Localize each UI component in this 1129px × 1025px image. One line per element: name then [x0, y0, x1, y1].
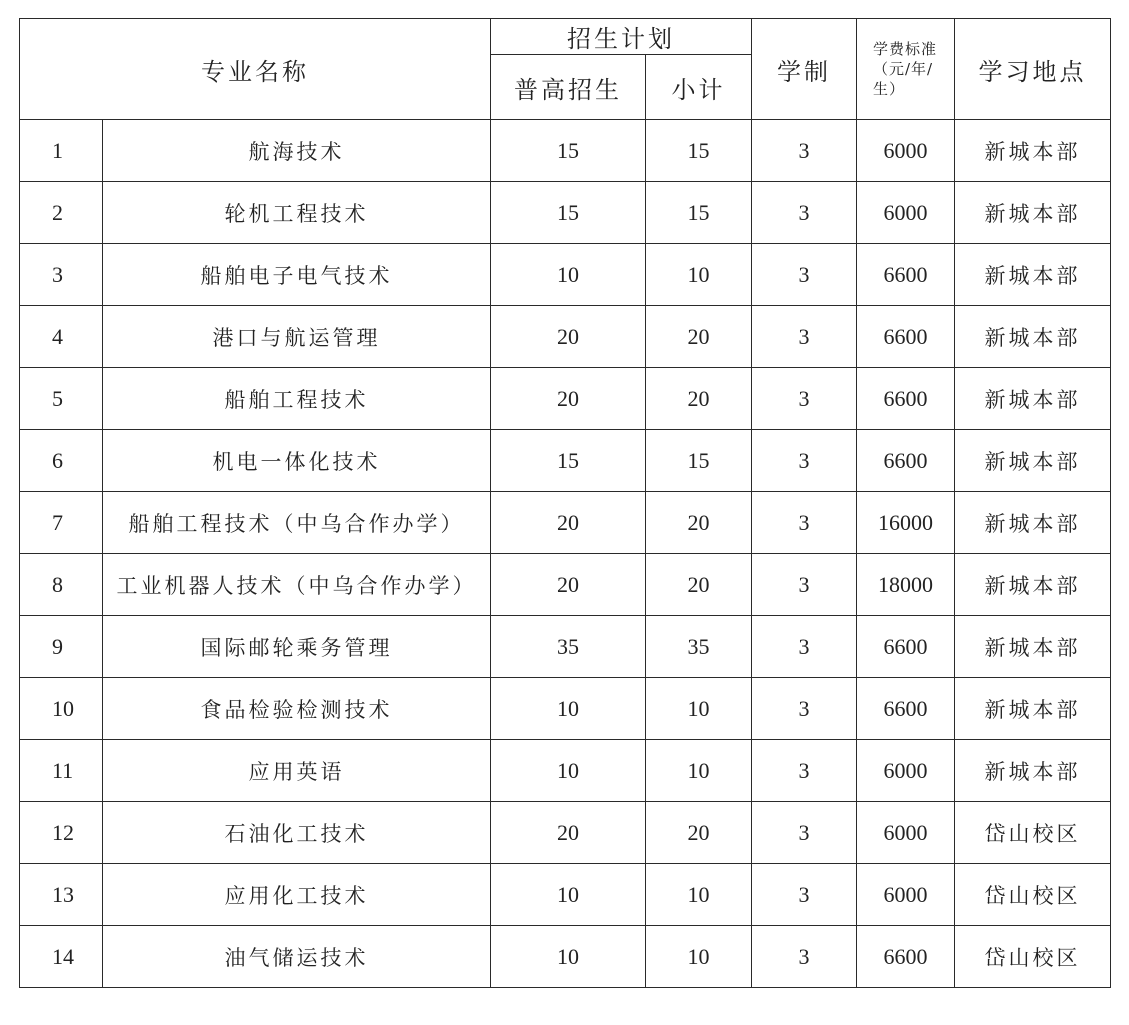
- cell-location: 新城本部: [955, 678, 1111, 740]
- cell-location: 新城本部: [955, 120, 1111, 182]
- cell-major-name: 港口与航运管理: [103, 306, 491, 368]
- cell-general-enroll: 35: [491, 616, 646, 678]
- cell-tuition: 6600: [857, 244, 955, 306]
- cell-tuition: 6600: [857, 368, 955, 430]
- table-row: [20, 368, 1111, 430]
- table-row: [20, 492, 1111, 554]
- cell-index: 13: [20, 864, 103, 926]
- table-row: [20, 802, 1111, 864]
- cell-tuition: 6600: [857, 678, 955, 740]
- cell-subtotal: 20: [646, 554, 752, 616]
- cell-general-enroll: 10: [491, 864, 646, 926]
- cell-major-name: 食品检验检测技术: [103, 678, 491, 740]
- cell-location: 新城本部: [955, 492, 1111, 554]
- cell-subtotal: 20: [646, 492, 752, 554]
- cell-general-enroll: 20: [491, 306, 646, 368]
- cell-duration: 3: [752, 368, 857, 430]
- cell-subtotal: 10: [646, 864, 752, 926]
- header-general-enroll: 普高招生: [491, 55, 646, 120]
- cell-tuition: 6600: [857, 430, 955, 492]
- cell-major-name: 石油化工技术: [103, 802, 491, 864]
- cell-location: 新城本部: [955, 182, 1111, 244]
- cell-location: 新城本部: [955, 616, 1111, 678]
- cell-duration: 3: [752, 244, 857, 306]
- table-row: [20, 244, 1111, 306]
- cell-index: 9: [20, 616, 103, 678]
- cell-general-enroll: 10: [491, 678, 646, 740]
- cell-duration: 3: [752, 430, 857, 492]
- cell-general-enroll: 15: [491, 182, 646, 244]
- header-row-top: [20, 19, 1111, 55]
- cell-subtotal: 10: [646, 926, 752, 988]
- cell-subtotal: 20: [646, 306, 752, 368]
- cell-location: 新城本部: [955, 740, 1111, 802]
- cell-major-name: 船舶工程技术（中乌合作办学）: [103, 492, 491, 554]
- cell-general-enroll: 15: [491, 120, 646, 182]
- cell-index: 4: [20, 306, 103, 368]
- cell-subtotal: 15: [646, 120, 752, 182]
- cell-major-name: 国际邮轮乘务管理: [103, 616, 491, 678]
- cell-location: 新城本部: [955, 430, 1111, 492]
- cell-index: 6: [20, 430, 103, 492]
- table-row: [20, 306, 1111, 368]
- cell-duration: 3: [752, 306, 857, 368]
- cell-general-enroll: 10: [491, 926, 646, 988]
- cell-location: 岱山校区: [955, 926, 1111, 988]
- cell-duration: 3: [752, 926, 857, 988]
- cell-index: 14: [20, 926, 103, 988]
- cell-general-enroll: 20: [491, 554, 646, 616]
- cell-major-name: 应用英语: [103, 740, 491, 802]
- table-row: [20, 616, 1111, 678]
- cell-index: 12: [20, 802, 103, 864]
- cell-major-name: 应用化工技术: [103, 864, 491, 926]
- cell-duration: 3: [752, 182, 857, 244]
- cell-index: 11: [20, 740, 103, 802]
- cell-general-enroll: 20: [491, 492, 646, 554]
- cell-major-name: 工业机器人技术（中乌合作办学）: [103, 554, 491, 616]
- cell-index: 3: [20, 244, 103, 306]
- cell-tuition: 6000: [857, 740, 955, 802]
- table-row: [20, 120, 1111, 182]
- cell-tuition: 6000: [857, 120, 955, 182]
- cell-major-name: 航海技术: [103, 120, 491, 182]
- cell-index: 5: [20, 368, 103, 430]
- header-location: 学习地点: [955, 19, 1111, 120]
- cell-general-enroll: 10: [491, 244, 646, 306]
- cell-subtotal: 35: [646, 616, 752, 678]
- cell-tuition: 6600: [857, 926, 955, 988]
- cell-general-enroll: 20: [491, 802, 646, 864]
- cell-tuition: 6600: [857, 616, 955, 678]
- cell-location: 新城本部: [955, 554, 1111, 616]
- header-subtotal: 小计: [646, 55, 752, 120]
- cell-duration: 3: [752, 678, 857, 740]
- cell-index: 2: [20, 182, 103, 244]
- table-row: [20, 678, 1111, 740]
- header-duration: 学制: [752, 19, 857, 120]
- cell-index: 1: [20, 120, 103, 182]
- cell-tuition: 6000: [857, 864, 955, 926]
- cell-subtotal: 20: [646, 368, 752, 430]
- cell-duration: 3: [752, 864, 857, 926]
- cell-index: 7: [20, 492, 103, 554]
- table-row: [20, 182, 1111, 244]
- header-tuition: 学费标准（元/年/生）: [857, 19, 955, 120]
- cell-subtotal: 20: [646, 802, 752, 864]
- cell-major-name: 机电一体化技术: [103, 430, 491, 492]
- cell-tuition: 18000: [857, 554, 955, 616]
- cell-duration: 3: [752, 802, 857, 864]
- cell-subtotal: 10: [646, 740, 752, 802]
- cell-general-enroll: 15: [491, 430, 646, 492]
- cell-duration: 3: [752, 120, 857, 182]
- cell-duration: 3: [752, 616, 857, 678]
- cell-major-name: 轮机工程技术: [103, 182, 491, 244]
- cell-location: 岱山校区: [955, 802, 1111, 864]
- cell-tuition: 6600: [857, 306, 955, 368]
- cell-major-name: 油气储运技术: [103, 926, 491, 988]
- watermark: [1102, 994, 1105, 1005]
- cell-subtotal: 15: [646, 182, 752, 244]
- cell-location: 岱山校区: [955, 864, 1111, 926]
- cell-major-name: 船舶工程技术: [103, 368, 491, 430]
- cell-general-enroll: 20: [491, 368, 646, 430]
- cell-location: 新城本部: [955, 244, 1111, 306]
- header-major-name: 专业名称: [20, 19, 491, 120]
- table-row: [20, 554, 1111, 616]
- cell-tuition: 6000: [857, 182, 955, 244]
- table-row: [20, 926, 1111, 988]
- cell-subtotal: 10: [646, 678, 752, 740]
- enrollment-plan-table: [19, 18, 1111, 988]
- table-row: [20, 864, 1111, 926]
- table-row: [20, 430, 1111, 492]
- cell-tuition: 16000: [857, 492, 955, 554]
- cell-index: 8: [20, 554, 103, 616]
- cell-tuition: 6000: [857, 802, 955, 864]
- cell-index: 10: [20, 678, 103, 740]
- cell-subtotal: 10: [646, 244, 752, 306]
- cell-duration: 3: [752, 554, 857, 616]
- header-plan-group: 招生计划: [491, 19, 752, 55]
- cell-location: 新城本部: [955, 306, 1111, 368]
- cell-location: 新城本部: [955, 368, 1111, 430]
- cell-general-enroll: 10: [491, 740, 646, 802]
- cell-major-name: 船舶电子电气技术: [103, 244, 491, 306]
- cell-duration: 3: [752, 492, 857, 554]
- cell-subtotal: 15: [646, 430, 752, 492]
- table-row: [20, 740, 1111, 802]
- cell-duration: 3: [752, 740, 857, 802]
